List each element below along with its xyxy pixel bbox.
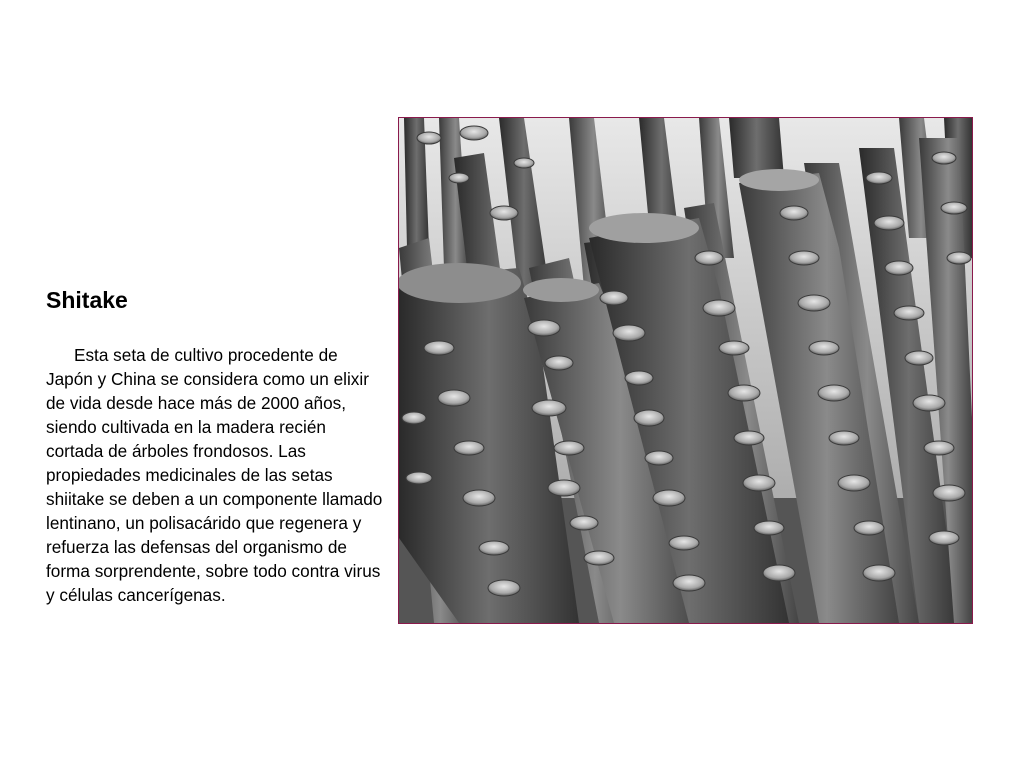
slide-title: Shitake	[46, 287, 128, 313]
slide-body-text: Esta seta de cultivo procedente de Japón y China se considera como un elixir de vida desde hace más de 2000 años, siendo cultivada en la madera recién cortada de árboles frondosos. Las propiedades medicinales de las setas shiitake se deben a un componente llamado lentinano, un polisacárido que regenera y refuerza las defensas del organismo de forma sorprendente, sobre todo contra virus y células cancerígenas.	[46, 345, 383, 605]
mushroom-logs-illustration	[399, 118, 972, 623]
shiitake-logs-photo	[398, 117, 973, 624]
